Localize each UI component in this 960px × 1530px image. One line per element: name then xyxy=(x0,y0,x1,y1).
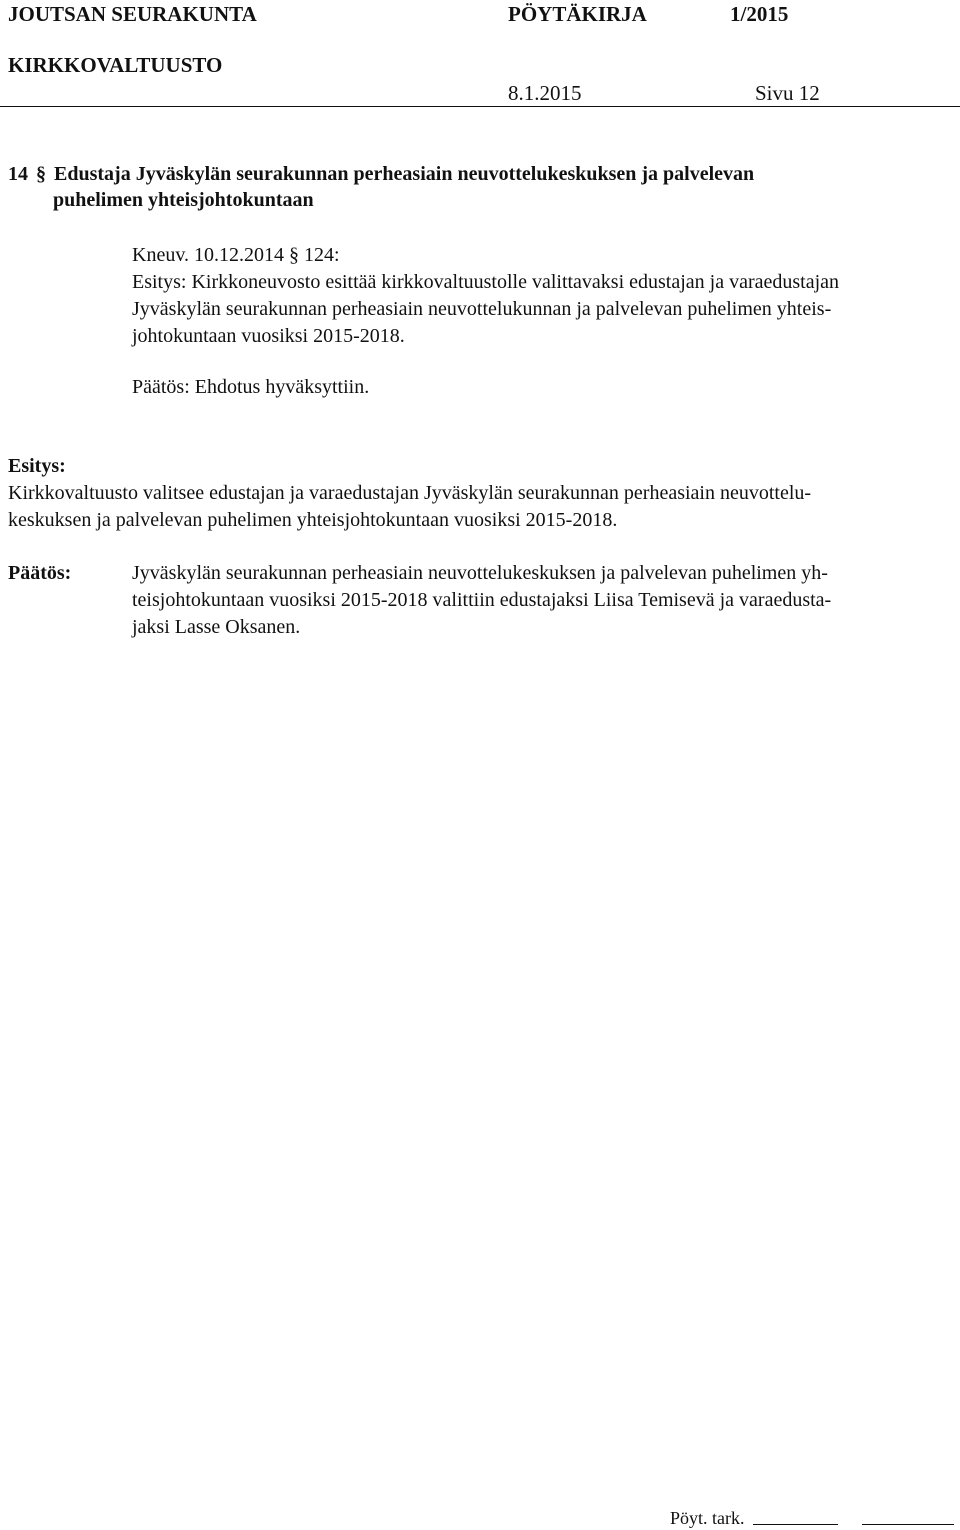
prior-proposal-line: Esitys: Kirkkoneuvosto esittää kirkkovaltuustolle valittavaksi edustajan ja varaedustajan xyxy=(132,271,840,293)
signature-line-1 xyxy=(753,1524,838,1525)
governing-body: KIRKKOVALTUUSTO xyxy=(8,53,223,77)
decision-line: teisjohtokuntaan vuosiksi 2015-2018 valittiin edustajaksi Liisa Temisevä ja varaedusta- xyxy=(132,589,832,611)
section-title-line2: puhelimen yhteisjohtokuntaan xyxy=(53,189,314,211)
prior-decision: Päätös: Ehdotus hyväksyttiin. xyxy=(132,376,370,398)
meeting-date: 8.1.2015 xyxy=(508,81,582,105)
prior-reference-text: Kneuv. 10.12.2014 xyxy=(132,244,285,266)
decision-line: Jyväskylän seurakunnan perheasiain neuvottelukeskuksen ja palvelevan puhelimen yh- xyxy=(132,562,828,584)
prior-proposal-line: Jyväskylän seurakunnan perheasiain neuvottelukunnan ja palvelevan puhelimen yhteis- xyxy=(132,298,832,320)
proposal-line: keskuksen ja palvelevan puhelimen yhteisjohtokuntaan vuosiksi 2015-2018. xyxy=(8,509,618,531)
prior-reference-number: 124: xyxy=(304,244,340,266)
prior-reference xyxy=(132,242,340,269)
document-number: 1/2015 xyxy=(730,2,789,26)
decision-line: jaksi Lasse Oksanen. xyxy=(132,616,301,638)
decision-label: Päätös: xyxy=(8,562,72,584)
proposal-label: Esitys: xyxy=(8,455,66,477)
section-heading xyxy=(8,161,754,188)
section-number: 14 xyxy=(8,163,28,185)
section-title-line1: Edustaja Jyväskylän seurakunnan perheasiain neuvottelukeskuksen ja palvelevan xyxy=(54,163,755,185)
section-mark: § xyxy=(36,163,46,185)
page-number: Sivu 12 xyxy=(755,81,820,105)
document-type: PÖYTÄKIRJA xyxy=(508,2,647,26)
organization-name: JOUTSAN SEURAKUNTA xyxy=(8,2,257,26)
prior-reference-mark: § xyxy=(289,244,300,266)
header-divider xyxy=(0,106,960,107)
minutes-checkers-label: Pöyt. tark. xyxy=(670,1508,745,1528)
signature-line-2 xyxy=(862,1524,954,1525)
prior-proposal-line: johtokuntaan vuosiksi 2015-2018. xyxy=(132,325,405,347)
proposal-line: Kirkkovaltuusto valitsee edustajan ja varaedustajan Jyväskylän seurakunnan perheasiain neuvottelu- xyxy=(8,482,812,504)
